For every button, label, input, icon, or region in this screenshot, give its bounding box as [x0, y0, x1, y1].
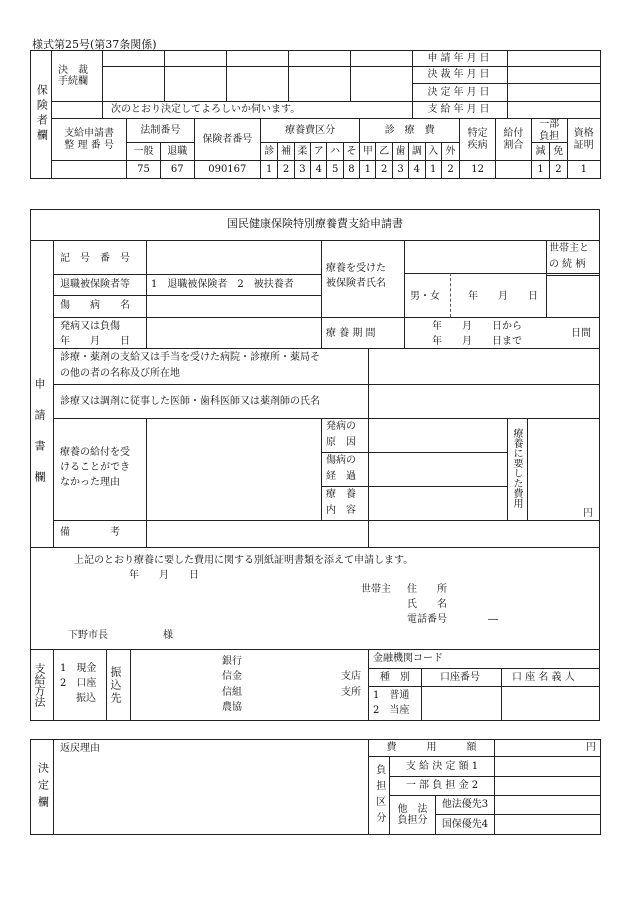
period-days: 日間 — [571, 328, 591, 339]
payment-side-label: 支給方法 — [33, 663, 46, 707]
hdr-law: 法制番号 — [127, 119, 194, 143]
cause-label-1: 発病の — [326, 421, 356, 432]
mayor-label: 下野市長 — [68, 630, 108, 641]
insurer-no-value[interactable]: 090167 — [194, 161, 260, 178]
app-no-field[interactable] — [52, 161, 127, 178]
account-no-label: 口座番号 — [440, 672, 480, 683]
branch2-label: 支所 — [341, 687, 361, 698]
reason-label-3: なかった理由 — [60, 477, 120, 488]
kokuho-priority: 国保優先4 — [436, 815, 495, 835]
patient-label-2: 被保険者氏名 — [326, 278, 386, 289]
method-transfer: 振込 — [76, 693, 96, 704]
cause-label-2: 原 因 — [326, 437, 356, 448]
other-law-priority: 他法優先3 — [436, 796, 495, 815]
fee-label: 甲 — [360, 143, 376, 161]
category-label: 補 — [278, 143, 294, 161]
date-field[interactable] — [508, 102, 601, 119]
retired-options[interactable]: 1 退職被保険者 2 被扶養者 — [151, 279, 294, 290]
hdr-app-no-1: 支給申請書 — [64, 128, 115, 139]
provider-label-2: の他の者の名称及び所在地 — [60, 368, 180, 379]
reason-label-1: 療養の給付を受 — [60, 447, 130, 458]
category-value[interactable]: 2 — [278, 161, 294, 178]
hdr-medical-fee: 診 療 費 — [360, 119, 460, 143]
cost-label: 療養に要した費用 — [511, 428, 522, 508]
decision-label-1: 決 裁 — [58, 64, 88, 76]
date-label: 決定年月日 — [413, 84, 508, 102]
partial-value[interactable]: 2 — [550, 161, 567, 178]
kokuho-priority-field[interactable] — [495, 815, 601, 835]
fee-label: 入 — [425, 143, 441, 161]
kind-label: 種 別 — [380, 672, 410, 683]
hdr-ratio: 給付割合 — [496, 119, 532, 161]
law-general-value[interactable]: 75 — [127, 161, 161, 178]
fee-label: 外 — [441, 143, 459, 161]
disease-name-label: 傷 病 名 — [60, 300, 130, 311]
application-side-label: 申請書欄 — [33, 378, 46, 502]
kind-ordinary[interactable]: 1 普通 — [373, 690, 410, 701]
stamp-box[interactable] — [351, 67, 413, 102]
hdr-partial: 一部負担 — [531, 119, 567, 143]
period-from: 年 月 日から — [432, 321, 522, 332]
provider-label-1: 診療・薬剤の支給又は手当を受けた病院・診療所・薬局そ — [60, 352, 320, 363]
category-label: ハ — [327, 143, 343, 161]
pay-decision-label: 支 給 決 定 額 1 — [390, 757, 495, 777]
fee-label: 乙 — [376, 143, 392, 161]
address-label: 住 所 — [407, 584, 447, 595]
course-label-1: 傷病の — [326, 455, 356, 466]
date-label: 申請年月日 — [413, 51, 508, 67]
bank-label: 銀行 — [222, 656, 242, 667]
category-value[interactable]: 1 — [261, 161, 278, 178]
partial-burden-label: 一 部 負 担 金 2 — [390, 777, 495, 796]
decision-side-label: 決定欄 — [31, 740, 54, 835]
form-number: 様式第25号(第37条関係) — [32, 38, 157, 51]
date-field[interactable] — [508, 51, 601, 67]
hdr-law-retired: 退職 — [160, 143, 194, 161]
fee-label: 歯 — [392, 143, 408, 161]
sex-label: 男・女 — [410, 291, 440, 302]
householder-label: 世帯主 — [361, 584, 391, 595]
fee-value[interactable]: 4 — [409, 161, 425, 178]
course-label-2: 経 過 — [326, 471, 356, 482]
content-label-1: 療 養 — [326, 489, 356, 500]
retired-label: 退職被保険者等 — [60, 279, 130, 290]
specific-value[interactable]: 12 — [460, 161, 496, 178]
partial-burden-field[interactable] — [495, 777, 601, 796]
insurer-table — [30, 50, 601, 179]
method-account[interactable]: 2 口座 — [60, 678, 97, 689]
period-to: 年 月 日まで — [432, 336, 522, 347]
category-value[interactable]: 5 — [327, 161, 343, 178]
fee-value[interactable]: 1 — [425, 161, 441, 178]
category-label: そ — [343, 143, 359, 161]
hdr-insurer-no: 保険者番号 — [194, 119, 260, 161]
law-retired-value[interactable]: 67 — [160, 161, 194, 178]
date-field[interactable] — [508, 84, 601, 102]
branch-label: 支店 — [341, 671, 361, 682]
reason-label-2: けることができ — [60, 462, 130, 473]
phone-dash: ― — [488, 614, 498, 625]
category-value[interactable]: 4 — [311, 161, 327, 178]
partial-label: 免 — [550, 143, 567, 161]
return-reason-label[interactable]: 返戻理由 — [54, 740, 369, 835]
kind-current[interactable]: 2 当座 — [373, 705, 410, 716]
nokyo-label: 農協 — [222, 702, 242, 713]
stamp-box[interactable] — [227, 51, 289, 67]
stamp-box[interactable] — [165, 51, 227, 67]
onset-label-1: 発病又は負傷 — [60, 321, 120, 332]
name-label: 氏 名 — [407, 599, 447, 610]
symbol-number-label: 記 号 番 号 — [60, 253, 130, 264]
other-law-label: 他 法 負担分 — [390, 796, 436, 835]
stamp-box[interactable] — [103, 51, 165, 67]
remarks-label: 備 考 — [60, 527, 120, 538]
fee-value[interactable]: 3 — [392, 161, 408, 178]
birth-date-label: 年 月 日 — [468, 291, 538, 302]
mayor-sama: 様 — [163, 630, 173, 641]
inst-code-label: 金融機関コード — [373, 653, 443, 664]
category-label: 柔 — [294, 143, 310, 161]
patient-label-1: 療養を受けた — [326, 263, 386, 274]
method-cash[interactable]: 1 現金 — [60, 663, 97, 674]
ratio-value[interactable] — [496, 161, 532, 178]
hdr-law-general: 一般 — [127, 143, 161, 161]
category-value[interactable]: 3 — [294, 161, 310, 178]
account-holder-label: 口 座 名 義 人 — [512, 672, 575, 683]
fee-value[interactable]: 2 — [441, 161, 459, 178]
category-label: ア — [311, 143, 327, 161]
partial-label: 減 — [531, 143, 549, 161]
declaration-date: 年 月 日 — [129, 570, 199, 581]
burden-label: 負担区分 — [369, 757, 390, 835]
fee-value[interactable]: 1 — [360, 161, 376, 178]
cost-yen: 円 — [583, 508, 593, 519]
insurer-side-label: 保険者欄 — [31, 51, 52, 179]
content-label-2: 内 容 — [326, 505, 356, 516]
householder-rel-1: 世帯主と — [549, 243, 589, 254]
cost-amount-yen[interactable]: 円 — [495, 740, 601, 757]
insurer-header-table — [52, 119, 600, 178]
hdr-category: 療養費区分 — [261, 119, 360, 143]
stamp-box[interactable] — [289, 51, 351, 67]
stamp-box[interactable] — [227, 67, 289, 102]
qualification-value[interactable]: 1 — [567, 161, 600, 178]
householder-rel-2: の 続 柄 — [549, 259, 586, 270]
stamp-box[interactable] — [351, 51, 413, 67]
category-label: 診 — [261, 143, 278, 161]
date-label: 支給年月日 — [413, 102, 508, 119]
date-field[interactable] — [508, 67, 601, 84]
pay-decision-field[interactable] — [495, 757, 601, 777]
other-law-priority-field[interactable] — [495, 796, 601, 815]
decision-table — [30, 739, 601, 835]
shinkin-label: 信金 — [222, 671, 242, 682]
hdr-qualification: 資格証明 — [567, 119, 600, 161]
fee-value[interactable]: 2 — [376, 161, 392, 178]
stamp-box[interactable] — [165, 67, 227, 102]
application-title: 国民健康保険特別療養費支給申請書 — [227, 217, 403, 230]
shinkumi-label: 信組 — [222, 687, 242, 698]
cost-amount-label: 費 用 額 — [369, 740, 495, 757]
declaration-text: 上記のとおり療養に要した費用に関する別紙証明書類を添えて申請します。 — [74, 555, 414, 566]
onset-label-2: 年 月 日 — [60, 336, 130, 347]
category-value[interactable]: 8 — [343, 161, 359, 178]
stamp-box[interactable] — [103, 67, 165, 102]
approval-text: 次のとおり決定してよろしいか伺います。 — [103, 102, 413, 119]
hdr-specific: 特定疾病 — [460, 119, 496, 161]
period-label: 療 養 期 間 — [326, 328, 376, 339]
transfer-label: 振込先 — [109, 665, 122, 705]
date-label: 決裁年月日 — [413, 67, 508, 84]
fee-label: 調 — [409, 143, 425, 161]
hdr-app-no-2: 整 理 番 号 — [64, 139, 114, 151]
doctor-label: 診療又は調剤に従事した医師・歯科医師又は薬剤師の氏名 — [60, 396, 320, 407]
partial-value[interactable]: 1 — [531, 161, 549, 178]
phone-label: 電話番号 — [407, 614, 447, 625]
decision-label-2: 手続欄 — [58, 76, 88, 87]
stamp-box[interactable] — [289, 67, 351, 102]
